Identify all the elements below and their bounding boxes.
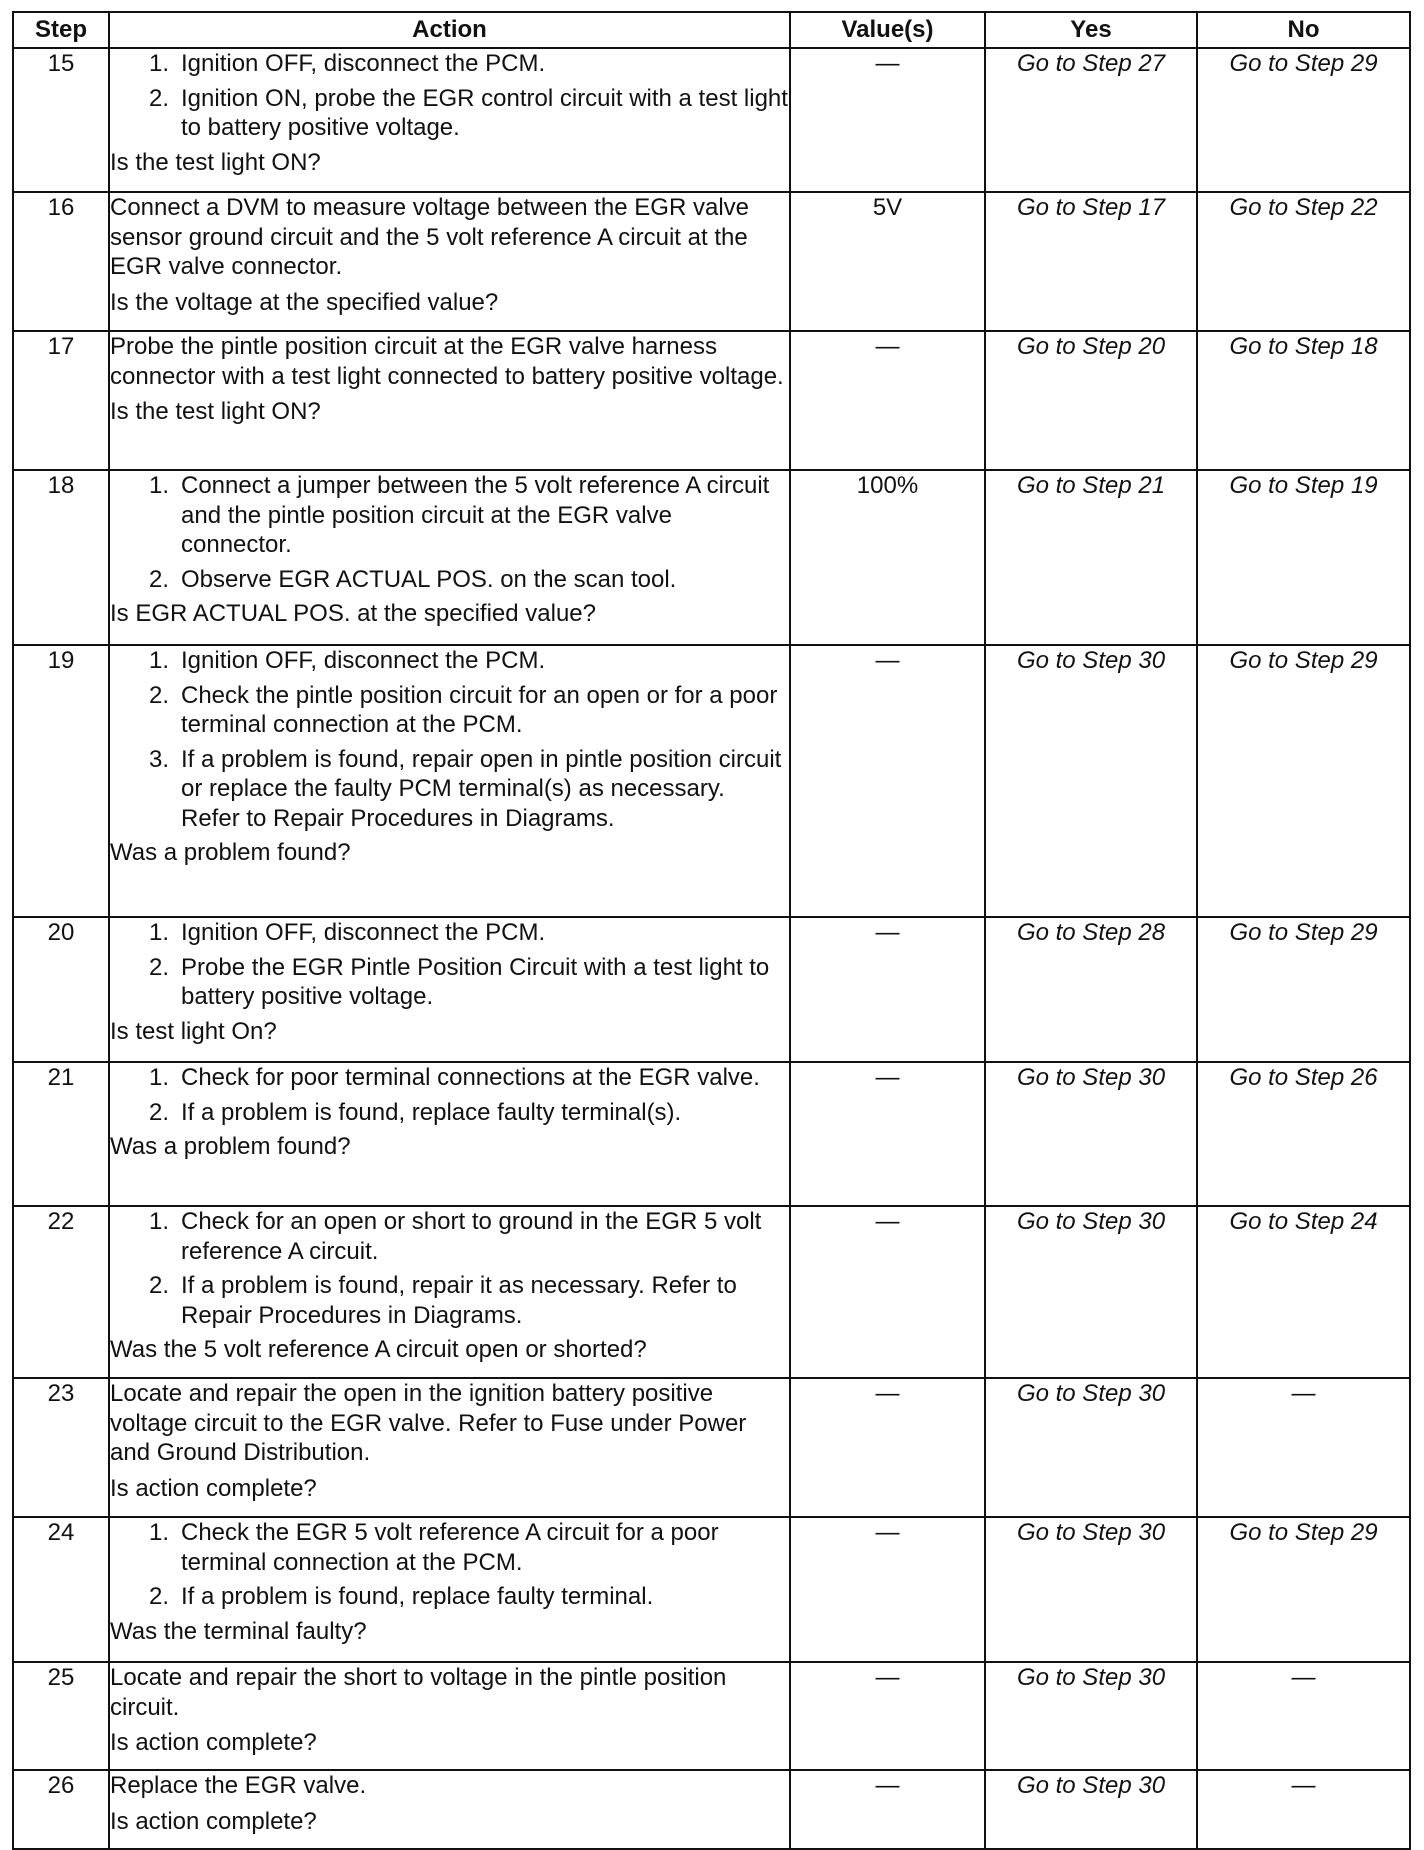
action-item-text: Ignition OFF, disconnect the PCM.: [181, 647, 546, 674]
table-row: [13, 1378, 1410, 1517]
table-row: [13, 470, 1410, 645]
yes-cell: Go to Step 27: [985, 48, 1197, 192]
value-cell: —: [790, 48, 985, 192]
action-question: Is action complete?: [110, 1807, 317, 1835]
action-item-text: Check for poor terminal connections at the EGR valve.: [181, 1064, 760, 1091]
header-action: Action: [109, 12, 790, 48]
no-cell: Go to Step 29: [1197, 917, 1410, 1062]
action-item: [110, 1063, 789, 1093]
action-item: [110, 918, 789, 948]
action-item-number: 1.: [148, 1208, 169, 1235]
no-cell: —: [1197, 1378, 1410, 1517]
action-cell: [109, 470, 790, 645]
action-item: [110, 646, 789, 676]
value-cell: —: [790, 1378, 985, 1517]
action-item-number: 2.: [148, 1583, 169, 1610]
diagnostic-table: [12, 11, 1411, 1850]
action-item-text: Ignition ON, probe the EGR control circuit with a test light to battery positive voltage.: [181, 84, 788, 141]
step-number: 18: [13, 470, 109, 645]
action-question: Was the 5 volt reference A circuit open or shorted?: [110, 1336, 647, 1363]
action-cell: [109, 1206, 790, 1378]
no-cell: Go to Step 29: [1197, 48, 1410, 192]
action-item: [110, 1518, 789, 1577]
action-paragraph: Replace the EGR valve.: [110, 1772, 367, 1799]
yes-cell: Go to Step 30: [985, 1378, 1197, 1517]
action-cell: [109, 192, 790, 331]
no-cell: Go to Step 19: [1197, 470, 1410, 645]
value-cell: —: [790, 917, 985, 1062]
no-cell: Go to Step 24: [1197, 1206, 1410, 1378]
header-step: Step: [13, 12, 109, 48]
step-number: 16: [13, 192, 109, 331]
action-item-number: 1.: [148, 919, 169, 946]
table-row: [13, 331, 1410, 470]
action-item: [110, 565, 789, 595]
value-cell: —: [790, 1517, 985, 1662]
no-cell: Go to Step 29: [1197, 645, 1410, 917]
action-item-number: 1.: [148, 472, 169, 499]
action-question: Is the test light ON?: [110, 398, 321, 425]
action-cell: [109, 917, 790, 1062]
action-question: Was a problem found?: [110, 839, 351, 866]
action-item: [110, 84, 789, 143]
table-body: [13, 48, 1410, 1849]
action-item-number: 1.: [148, 1064, 169, 1091]
action-cell: [109, 1062, 790, 1206]
action-item-text: Check for an open or short to ground in the EGR 5 volt reference A circuit.: [181, 1208, 762, 1265]
step-number: 22: [13, 1206, 109, 1378]
action-item: [110, 1582, 789, 1612]
action-item-text: Ignition OFF, disconnect the PCM.: [181, 919, 546, 946]
yes-cell: Go to Step 30: [985, 1062, 1197, 1206]
table-row: [13, 1662, 1410, 1770]
action-cell: [109, 1770, 790, 1849]
action-item: [110, 953, 789, 1012]
action-paragraph: Locate and repair the open in the ignition battery positive voltage circuit to the EGR valve. Refer to Fuse under Power and Ground Distribution.: [110, 1380, 747, 1466]
action-item-text: If a problem is found, replace faulty terminal.: [181, 1583, 654, 1610]
value-cell: 100%: [790, 470, 985, 645]
action-item-number: 1.: [148, 647, 169, 674]
header-yes: Yes: [985, 12, 1197, 48]
yes-cell: Go to Step 17: [985, 192, 1197, 331]
yes-cell: Go to Step 30: [985, 1517, 1197, 1662]
table-row: [13, 1517, 1410, 1662]
action-question: Was a problem found?: [110, 1133, 351, 1160]
value-cell: —: [790, 331, 985, 470]
action-item-number: 3.: [148, 745, 169, 773]
action-item-text: Probe the EGR Pintle Position Circuit with a test light to battery positive voltage.: [181, 953, 770, 1010]
action-cell: [109, 645, 790, 917]
action-item-text: If a problem is found, repair it as necessary. Refer to Repair Procedures in Diagrams.: [181, 1272, 737, 1329]
action-question: Is EGR ACTUAL POS. at the specified value?: [110, 600, 596, 627]
action-item-number: 2.: [148, 681, 169, 709]
no-cell: Go to Step 22: [1197, 192, 1410, 331]
action-question: Is the test light ON?: [110, 148, 321, 176]
action-cell: [109, 1517, 790, 1662]
action-item-text: Check the pintle position circuit for an open or for a poor terminal connection at the PCM.: [181, 681, 778, 738]
no-cell: Go to Step 18: [1197, 331, 1410, 470]
value-cell: —: [790, 1206, 985, 1378]
step-number: 21: [13, 1062, 109, 1206]
table-row: [13, 48, 1410, 192]
step-number: 19: [13, 645, 109, 917]
header-no: No: [1197, 12, 1410, 48]
value-cell: —: [790, 1062, 985, 1206]
action-item-text: If a problem is found, repair open in pintle position circuit or replace the faulty PCM terminal(s) as necessary. Refer to Repair Procedures in Diagrams.: [181, 745, 782, 832]
action-item-number: 1.: [148, 50, 169, 77]
action-question: Is test light On?: [110, 1017, 277, 1045]
action-item: [110, 471, 789, 560]
table-row: [13, 1206, 1410, 1378]
yes-cell: Go to Step 21: [985, 470, 1197, 645]
action-item-number: 2.: [148, 953, 169, 981]
action-item-text: Connect a jumper between the 5 volt reference A circuit and the pintle position circuit at the EGR valve connector.: [181, 472, 770, 558]
action-question: Is action complete?: [110, 1729, 317, 1756]
no-cell: —: [1197, 1770, 1410, 1849]
action-cell: [109, 1662, 790, 1770]
table-row: [13, 1062, 1410, 1206]
action-item: [110, 1098, 789, 1128]
value-cell: 5V: [790, 192, 985, 331]
action-item-number: 2.: [148, 1272, 169, 1299]
step-number: 24: [13, 1517, 109, 1662]
step-number: 15: [13, 48, 109, 192]
action-question: Was the terminal faulty?: [110, 1617, 367, 1645]
action-paragraph: Connect a DVM to measure voltage between the EGR valve sensor ground circuit and the 5 volt reference A circuit at the EGR valve connector.: [110, 194, 749, 280]
yes-cell: Go to Step 30: [985, 1206, 1197, 1378]
step-number: 20: [13, 917, 109, 1062]
action-item: [110, 1271, 789, 1330]
action-paragraph: Locate and repair the short to voltage in the pintle position circuit.: [110, 1664, 727, 1721]
yes-cell: Go to Step 30: [985, 1662, 1197, 1770]
step-number: 25: [13, 1662, 109, 1770]
action-item-text: Ignition OFF, disconnect the PCM.: [181, 50, 546, 77]
action-item-text: If a problem is found, replace faulty terminal(s).: [181, 1098, 682, 1126]
action-paragraph: Probe the pintle position circuit at the EGR valve harness connector with a test light connected to battery positive voltage.: [110, 333, 784, 390]
action-item: [110, 745, 789, 834]
action-item-number: 2.: [148, 1098, 169, 1126]
step-number: 23: [13, 1378, 109, 1517]
action-item-number: 2.: [148, 565, 169, 593]
yes-cell: Go to Step 30: [985, 1770, 1197, 1849]
step-number: 17: [13, 331, 109, 470]
action-cell: [109, 331, 790, 470]
action-question: Is action complete?: [110, 1474, 317, 1502]
action-question: Is the voltage at the specified value?: [110, 288, 499, 316]
step-number: 26: [13, 1770, 109, 1849]
value-cell: —: [790, 645, 985, 917]
yes-cell: Go to Step 30: [985, 645, 1197, 917]
action-item-number: 2.: [148, 84, 169, 112]
header-values: Value(s): [790, 12, 985, 48]
table-row: [13, 917, 1410, 1062]
no-cell: Go to Step 26: [1197, 1062, 1410, 1206]
value-cell: —: [790, 1770, 985, 1849]
action-item-text: Check the EGR 5 volt reference A circuit for a poor terminal connection at the PCM.: [181, 1519, 719, 1576]
no-cell: Go to Step 29: [1197, 1517, 1410, 1662]
action-item: [110, 1207, 789, 1266]
action-item-text: Observe EGR ACTUAL POS. on the scan tool.: [181, 565, 677, 593]
action-item: [110, 681, 789, 740]
table-row: [13, 192, 1410, 331]
yes-cell: Go to Step 28: [985, 917, 1197, 1062]
header-row: [13, 12, 1410, 48]
value-cell: —: [790, 1662, 985, 1770]
action-cell: [109, 1378, 790, 1517]
yes-cell: Go to Step 20: [985, 331, 1197, 470]
table-row: [13, 1770, 1410, 1849]
table-row: [13, 645, 1410, 917]
action-item-number: 1.: [148, 1519, 169, 1546]
action-cell: [109, 48, 790, 192]
action-item: [110, 49, 789, 79]
no-cell: —: [1197, 1662, 1410, 1770]
